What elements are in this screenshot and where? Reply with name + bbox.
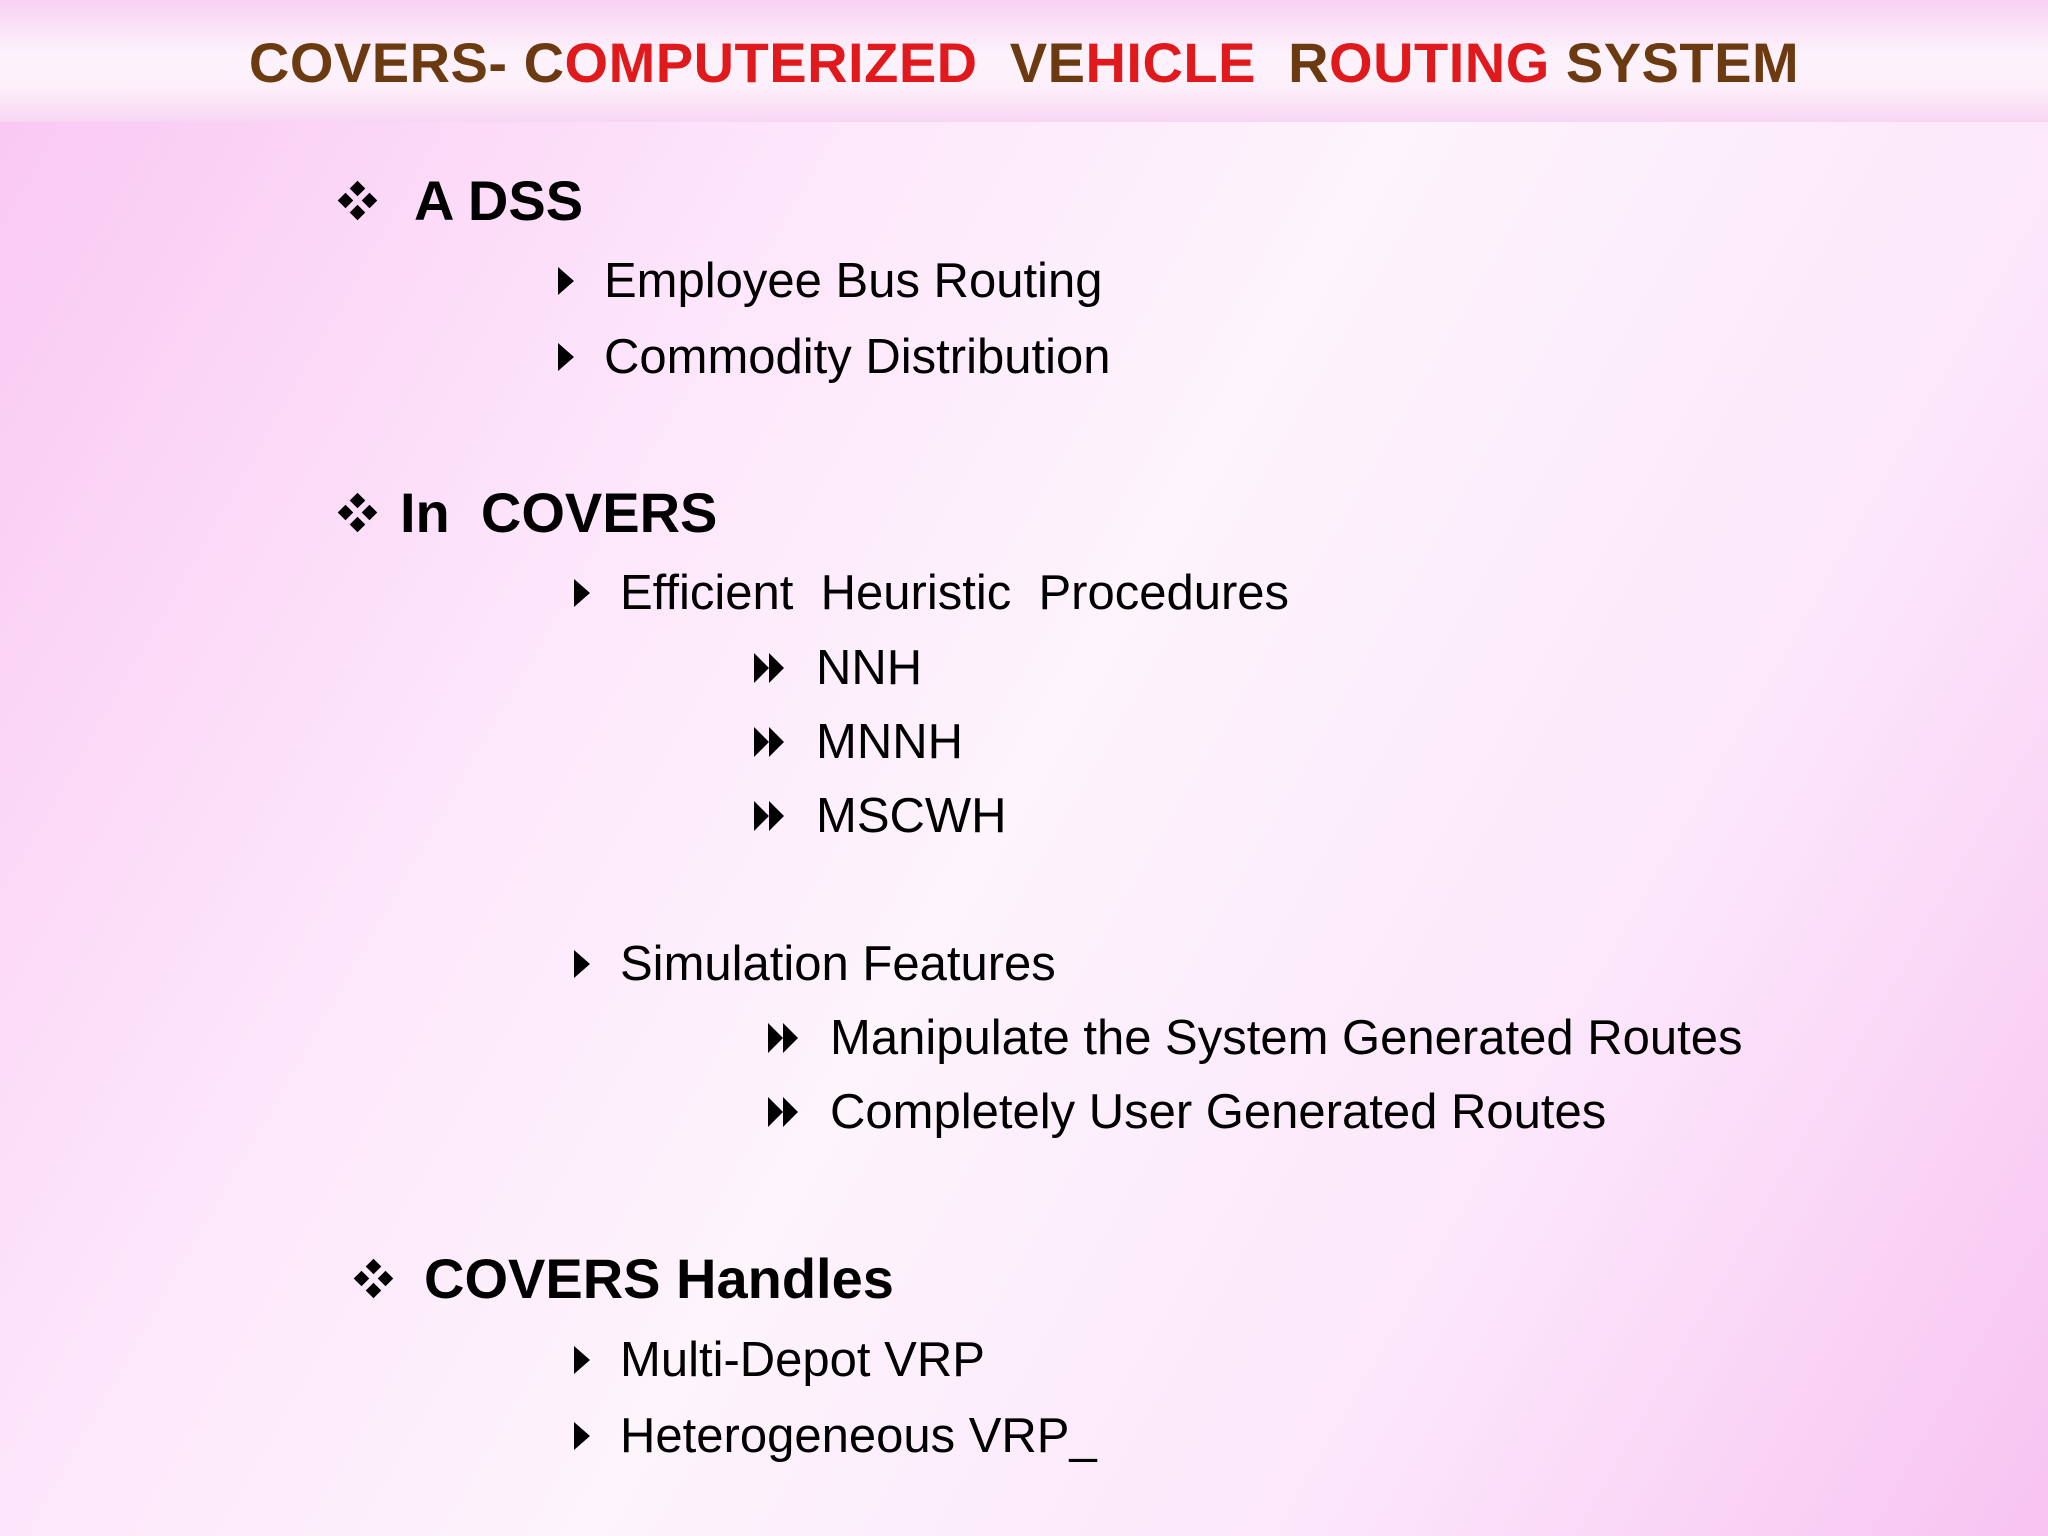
title-part: OMPUTERIZED [564, 31, 1010, 94]
list-item [574, 1408, 1097, 1464]
title-part: C [523, 31, 565, 94]
triangle-right-icon [558, 343, 574, 371]
triangle-right-icon [558, 267, 574, 295]
four-diamond-icon [338, 493, 378, 533]
list-item [558, 329, 1111, 385]
four-diamond-icon [354, 1259, 394, 1299]
section-heading-in-covers [338, 480, 717, 545]
sub-list-item [768, 1084, 1606, 1140]
sub-list-item-label: Completely User Generated Routes [830, 1085, 1607, 1139]
list-item [574, 565, 1289, 621]
triangle-right-icon [574, 579, 590, 607]
list-item-label: Efficient Heuristic Procedures [620, 566, 1290, 620]
section-heading-covers-handles [354, 1246, 894, 1311]
list-item-label: Multi-Depot VRP [620, 1333, 985, 1387]
triangle-right-icon [574, 950, 590, 978]
section-heading-text: A DSS [414, 169, 584, 232]
sub-list-item-label: Manipulate the System Generated Routes [830, 1011, 1743, 1065]
double-triangle-right-icon [754, 727, 784, 757]
title-part: SYSTEM [1565, 31, 1800, 94]
triangle-right-icon [574, 1346, 590, 1374]
section-heading-text: In COVERS [400, 481, 718, 544]
sub-list-item [754, 714, 963, 770]
list-item-label: Heterogeneous VRP_ [620, 1409, 1097, 1463]
sub-list-item [768, 1010, 1742, 1066]
sub-list-item-label: MNNH [816, 715, 963, 769]
list-item [574, 936, 1056, 992]
double-triangle-right-icon [754, 653, 784, 683]
slide-title [0, 30, 2048, 95]
title-part: VE [1009, 31, 1086, 94]
sub-list-item-label: NNH [816, 641, 923, 695]
title-part: OUTING [1329, 31, 1566, 94]
list-item-label: Simulation Features [620, 937, 1056, 991]
double-triangle-right-icon [768, 1097, 798, 1127]
list-item [574, 1332, 985, 1388]
title-part: HICLE [1085, 31, 1289, 94]
list-item-label: Employee Bus Routing [604, 254, 1103, 308]
section-heading-a-dss [338, 168, 583, 233]
section-heading-text: COVERS Handles [424, 1247, 894, 1310]
double-triangle-right-icon [768, 1023, 798, 1053]
title-part: R [1288, 31, 1330, 94]
double-triangle-right-icon [754, 801, 784, 831]
sub-list-item-label: MSCWH [816, 789, 1007, 843]
list-item [558, 253, 1102, 309]
title-part: COVERS- [248, 31, 524, 94]
list-item-label: Commodity Distribution [604, 330, 1111, 384]
sub-list-item [754, 640, 922, 696]
triangle-right-icon [574, 1422, 590, 1450]
sub-list-item [754, 788, 1007, 844]
four-diamond-icon [338, 181, 378, 221]
